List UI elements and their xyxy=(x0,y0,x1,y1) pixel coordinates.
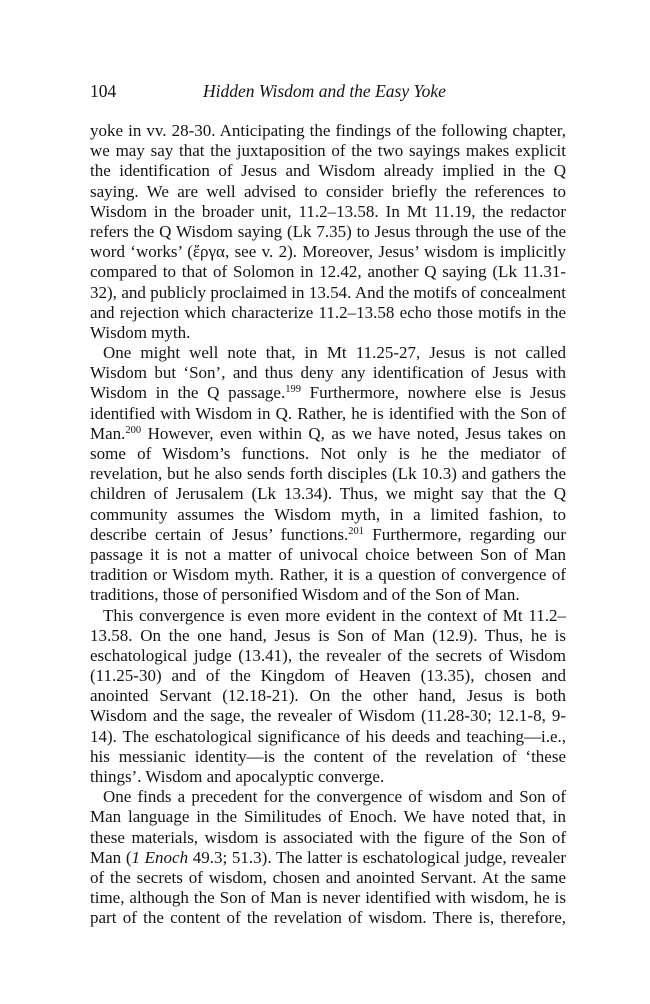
paragraph xyxy=(90,606,566,788)
text-line: compared to that of Solomon in 12.42, another Q saying (Lk 11.31- xyxy=(90,262,566,282)
text-line: word ‘works’ (ἔργα, see v. 2). Moreover, Jesus’ wisdom is implicitly xyxy=(90,242,566,262)
text-line: his messianic identity—is the content of the revelation of ‘these xyxy=(90,746,566,766)
page-number: 104 xyxy=(90,81,117,101)
text-line: some of Wisdom’s functions. Not only is he the mediator of xyxy=(90,444,566,463)
text-line: Man language in the Similitudes of Enoch. We have noted that, in xyxy=(90,807,566,827)
text-line: Wisdom in the broader unit, 11.2–13.58. In Mt 11.19, the redactor xyxy=(90,201,566,221)
text-line: anointed Servant (12.18-21). On the other hand, Jesus is both xyxy=(90,686,566,706)
footnote-ref-200: 200 xyxy=(125,424,142,436)
line-text: Furthermore, nowhere else is Jesus xyxy=(300,383,566,403)
text-line: One might well note that, in Mt 11.25-27, Jesus is not called xyxy=(103,343,566,363)
text-line: the identification of Jesus and Wisdom already implied in the Q xyxy=(90,161,566,181)
text-line: of the secrets of wisdom, chosen and anointed Servant. At the same xyxy=(90,867,566,887)
text-line xyxy=(90,383,566,403)
text-line: 13.58. On the one hand, Jesus is Son of Man (12.9). Thus, he is xyxy=(90,625,566,645)
text-line: refers the Q Wisdom saying (Lk 7.35) to Jesus through the use of the xyxy=(90,221,566,241)
line-text: 49.3; 51.3). The latter is eschatological judge, revealer xyxy=(188,847,566,867)
footnote-ref-199: 199 xyxy=(285,384,301,396)
line-text: However, even within Q, as we have noted, Jesus takes on xyxy=(141,423,566,443)
text-line: passage it is not a matter of univocal choice between Son of Man xyxy=(90,544,566,564)
text-line xyxy=(90,848,566,868)
text-line: and rejection which characterize 11.2–13.58 echo those motifs in the xyxy=(90,302,566,322)
text-line: revelation, but he also sends forth disciples (Lk 10.3) and gathers the xyxy=(90,464,566,484)
text-line: One finds a precedent for the convergence of wisdom and Son of xyxy=(103,787,566,807)
text-line: traditions, those of personified Wisdom and of the Son of Man. xyxy=(90,585,520,605)
running-title: Hidden Wisdom and the Easy Yoke xyxy=(203,81,446,101)
text-line: tradition or Wisdom myth. Rather, it is a question of convergence of xyxy=(90,565,566,585)
text-line: things’. Wisdom and apocalyptic converge. xyxy=(90,767,385,786)
line-text: Man ( xyxy=(90,847,132,867)
text-line: children of Jerusalem (Lk 13.34). Thus, we might say that the Q xyxy=(90,484,566,504)
text-line: time, although the Son of Man is never identified with wisdom, he is xyxy=(90,888,566,908)
text-line: Wisdom myth. xyxy=(90,322,191,342)
footnote-ref-201: 201 xyxy=(348,525,364,537)
text-line: we may say that the juxtaposition of the two sayings makes explicit xyxy=(90,141,566,161)
text-line xyxy=(90,424,566,444)
paragraph xyxy=(90,787,566,928)
text-line: community assumes the Wisdom myth, in a limited fashion, to xyxy=(90,504,566,524)
text-line: identified with Wisdom in Q. Rather, he is identified with the Son of xyxy=(90,403,566,423)
text-line: This convergence is even more evident in the context of Mt 11.2– xyxy=(103,605,566,625)
paragraph xyxy=(90,343,566,605)
running-head xyxy=(90,81,566,105)
text-line: saying. We are well advised to consider briefly the references to xyxy=(90,181,566,201)
text-line: yoke in vv. 28-30. Anticipating the findings of the following chapter, xyxy=(90,121,566,140)
text-line: Wisdom but ‘Son’, and thus deny any identification of Jesus with xyxy=(90,363,566,383)
text-line: 14). The eschatological significance of his deeds and teaching—i.e., xyxy=(90,726,566,746)
line-text: Wisdom in the Q passage. xyxy=(90,383,286,403)
text-line: 32), and publicly proclaimed in 13.54. And the motifs of concealment xyxy=(90,282,566,302)
text-line xyxy=(90,525,566,545)
line-text: Man. xyxy=(90,423,126,443)
text-line: these materials, wisdom is associated with the figure of the Son of xyxy=(90,827,566,847)
line-text: Furthermore, regarding our xyxy=(363,524,566,544)
body-text xyxy=(90,121,566,929)
text-line: (11.25-30) and of the Kingdom of Heaven (13.35), chosen and xyxy=(90,666,566,686)
book-citation: 1 Enoch xyxy=(131,847,189,867)
text-line: Wisdom and the sage, the revealer of Wisdom (11.28-30; 12.1-8, 9- xyxy=(90,706,566,726)
line-text: describe certain of Jesus’ functions. xyxy=(90,524,349,544)
text-line: eschatological judge (13.41), the revealer of the secrets of Wisdom xyxy=(90,645,566,665)
text-line: part of the content of the revelation of wisdom. There is, therefore, xyxy=(90,908,566,928)
paragraph xyxy=(90,121,566,343)
